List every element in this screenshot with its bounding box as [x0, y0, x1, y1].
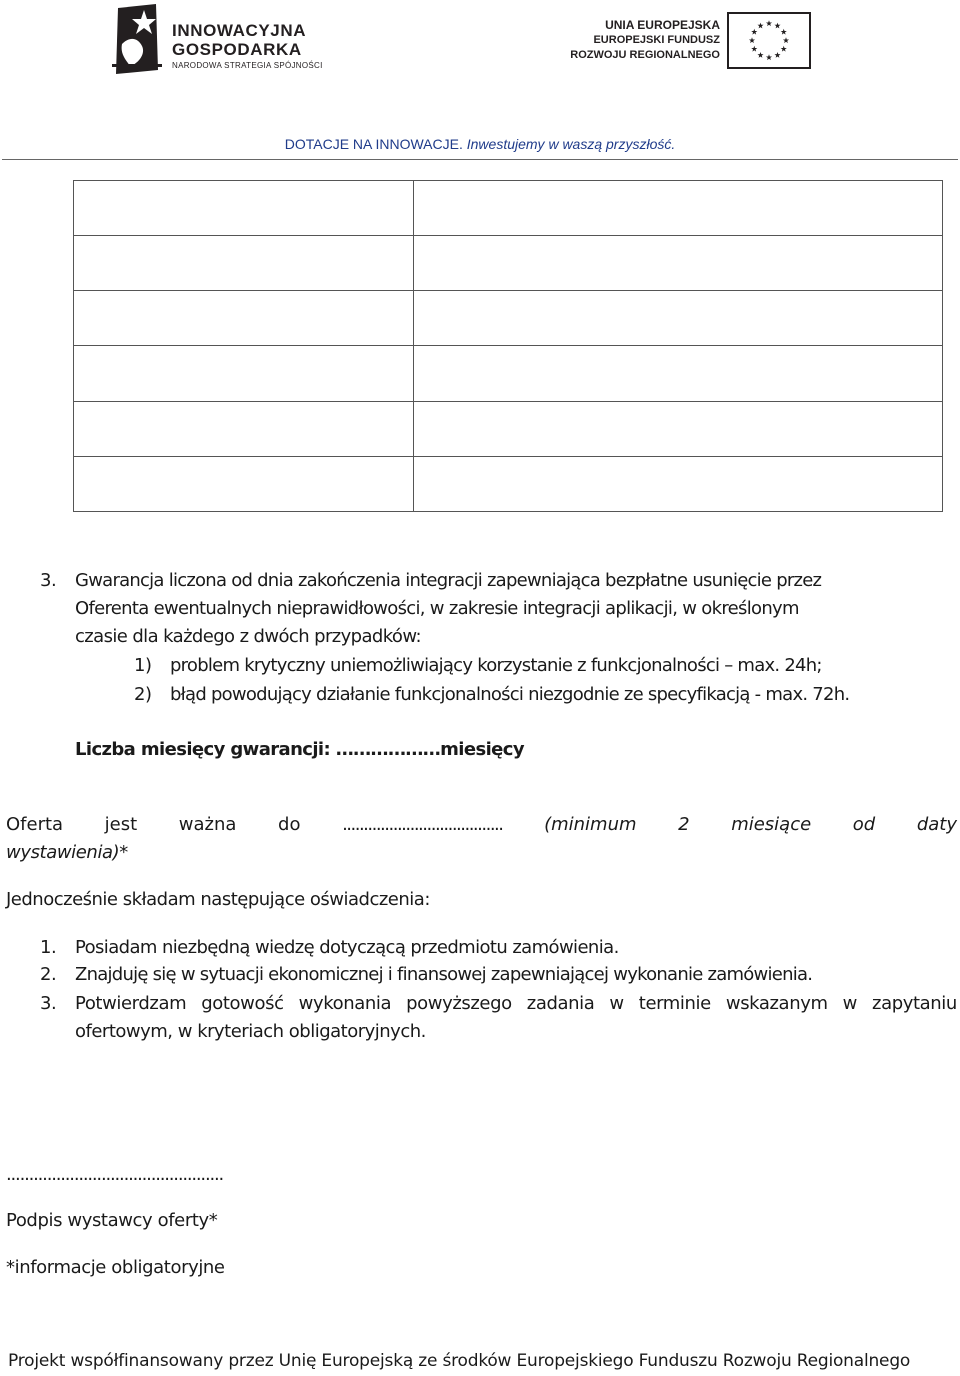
eu-star-icon	[751, 29, 757, 35]
eu-stars-icon	[729, 14, 809, 67]
declaration-3-line-2: ofertowym, w kryteriach obligatoryjnych.	[75, 1021, 426, 1042]
mandatory-note: *informacje obligatoryjne	[6, 1257, 225, 1278]
slogan-main: DOTACJE NA INNOWACJE.	[284, 136, 467, 152]
star-figure-icon	[108, 4, 168, 76]
eu-star-icon	[757, 52, 763, 58]
logo-line-1: INNOWACYJNA	[172, 21, 307, 40]
warranty-months-label: Liczba miesięcy gwarancji: ………………miesięcy	[75, 739, 524, 760]
signature-line: ................................................	[6, 1164, 224, 1185]
offer-validity-line-1	[6, 814, 957, 836]
table-row-divider	[74, 290, 942, 291]
section-line-3: czasie dla każdego z dwóch przypadków:	[75, 626, 421, 647]
eu-logo-line-2: EUROPEJSKI FUNDUSZ	[593, 34, 720, 46]
declaration-word: zapytaniu	[872, 993, 957, 1014]
declaration-word: wykonania	[298, 993, 392, 1014]
declaration-word: w	[842, 993, 857, 1014]
eu-star-icon	[766, 54, 772, 60]
declaration-word: terminie	[638, 993, 711, 1014]
eu-star-icon	[783, 37, 789, 43]
eu-logo	[570, 10, 816, 72]
declaration-word: w	[609, 993, 624, 1014]
empty-table	[73, 180, 943, 512]
declarations-intro: Jednocześnie składam następujące oświadczenia:	[6, 889, 430, 910]
offer-word: daty	[916, 814, 957, 835]
eu-star-icon	[774, 23, 780, 29]
table-row-divider	[74, 235, 942, 236]
case-2-text: błąd powodujący działanie funkcjonalności niezgodnie ze specyfikacją - max. 72h.	[170, 684, 850, 705]
offer-word: (minimum	[544, 814, 637, 835]
eu-logo-text	[570, 18, 720, 63]
slogan-italic: Inwestujemy w waszą przyszłość.	[466, 136, 676, 152]
eu-star-icon	[781, 29, 787, 35]
offer-word: do	[278, 814, 301, 835]
declaration-2-text: Znajduję się w sytuacji ekonomicznej i finansowej zapewniającej wykonanie zamówienia.	[75, 964, 813, 985]
declaration-1-number: 1.	[40, 937, 57, 958]
table-column-divider	[413, 181, 414, 511]
case-1-text: problem krytyczny uniemożliwiający korzystanie z funkcjonalności – max. 24h;	[170, 655, 822, 676]
declaration-word: gotowość	[201, 993, 284, 1014]
eu-star-icon	[766, 20, 772, 26]
declaration-word: wskazanym	[725, 993, 828, 1014]
offer-word: Oferta	[6, 814, 64, 835]
case-1-number: 1)	[134, 655, 152, 676]
table-row-divider	[74, 401, 942, 402]
offer-date-blank: ......................................	[342, 814, 503, 835]
declaration-word: Potwierdzam	[75, 993, 187, 1014]
declaration-3-number: 3.	[40, 993, 57, 1014]
eu-flag-icon	[727, 12, 811, 69]
offer-word: od	[852, 814, 876, 835]
case-2-number: 2)	[134, 684, 152, 705]
slogan	[0, 136, 960, 152]
offer-word: ważna	[178, 814, 237, 835]
footer-text: Projekt współfinansowany przez Unię Europejską ze środków Europejskiego Funduszu Rozwoju Regionalnego	[8, 1351, 911, 1371]
innowacyjna-gospodarka-logo	[108, 4, 338, 76]
section-number: 3.	[40, 570, 57, 591]
eu-logo-line-3: ROZWOJU REGIONALNEGO	[570, 49, 720, 61]
offer-word: 2	[678, 814, 690, 835]
eu-star-icon	[774, 52, 780, 58]
logo-line-2: GOSPODARKA	[172, 40, 302, 59]
declaration-3-line-1	[75, 993, 957, 1015]
table-row-divider	[74, 345, 942, 346]
eu-star-icon	[751, 46, 757, 52]
declaration-2-number: 2.	[40, 964, 57, 985]
eu-star-icon	[781, 46, 787, 52]
declaration-word: zadania	[526, 993, 595, 1014]
section-line-2: Oferenta ewentualnych nieprawidłowości, w zakresie integracji aplikacji, w określonym	[75, 598, 799, 619]
declaration-word: powyższego	[406, 993, 512, 1014]
offer-word: miesiące	[731, 814, 812, 835]
offer-word: jest	[104, 814, 138, 835]
eu-star-icon	[749, 37, 755, 43]
eu-logo-line-1: UNIA EUROPEJSKA	[605, 18, 720, 32]
section-line-1: Gwarancja liczona od dnia zakończenia integracji zapewniająca bezpłatne usunięcie przez	[75, 570, 822, 591]
eu-star-icon	[757, 23, 763, 29]
table-row-divider	[74, 456, 942, 457]
declaration-1-text: Posiadam niezbędną wiedzę dotyczącą przedmiotu zamówienia.	[75, 937, 619, 958]
header-divider	[2, 159, 958, 160]
offer-validity-line-2: wystawienia)*	[6, 842, 128, 863]
signature-label: Podpis wystawcy oferty*	[6, 1210, 218, 1231]
logo-line-3: NARODOWA STRATEGIA SPÓJNOŚCI	[172, 61, 323, 70]
